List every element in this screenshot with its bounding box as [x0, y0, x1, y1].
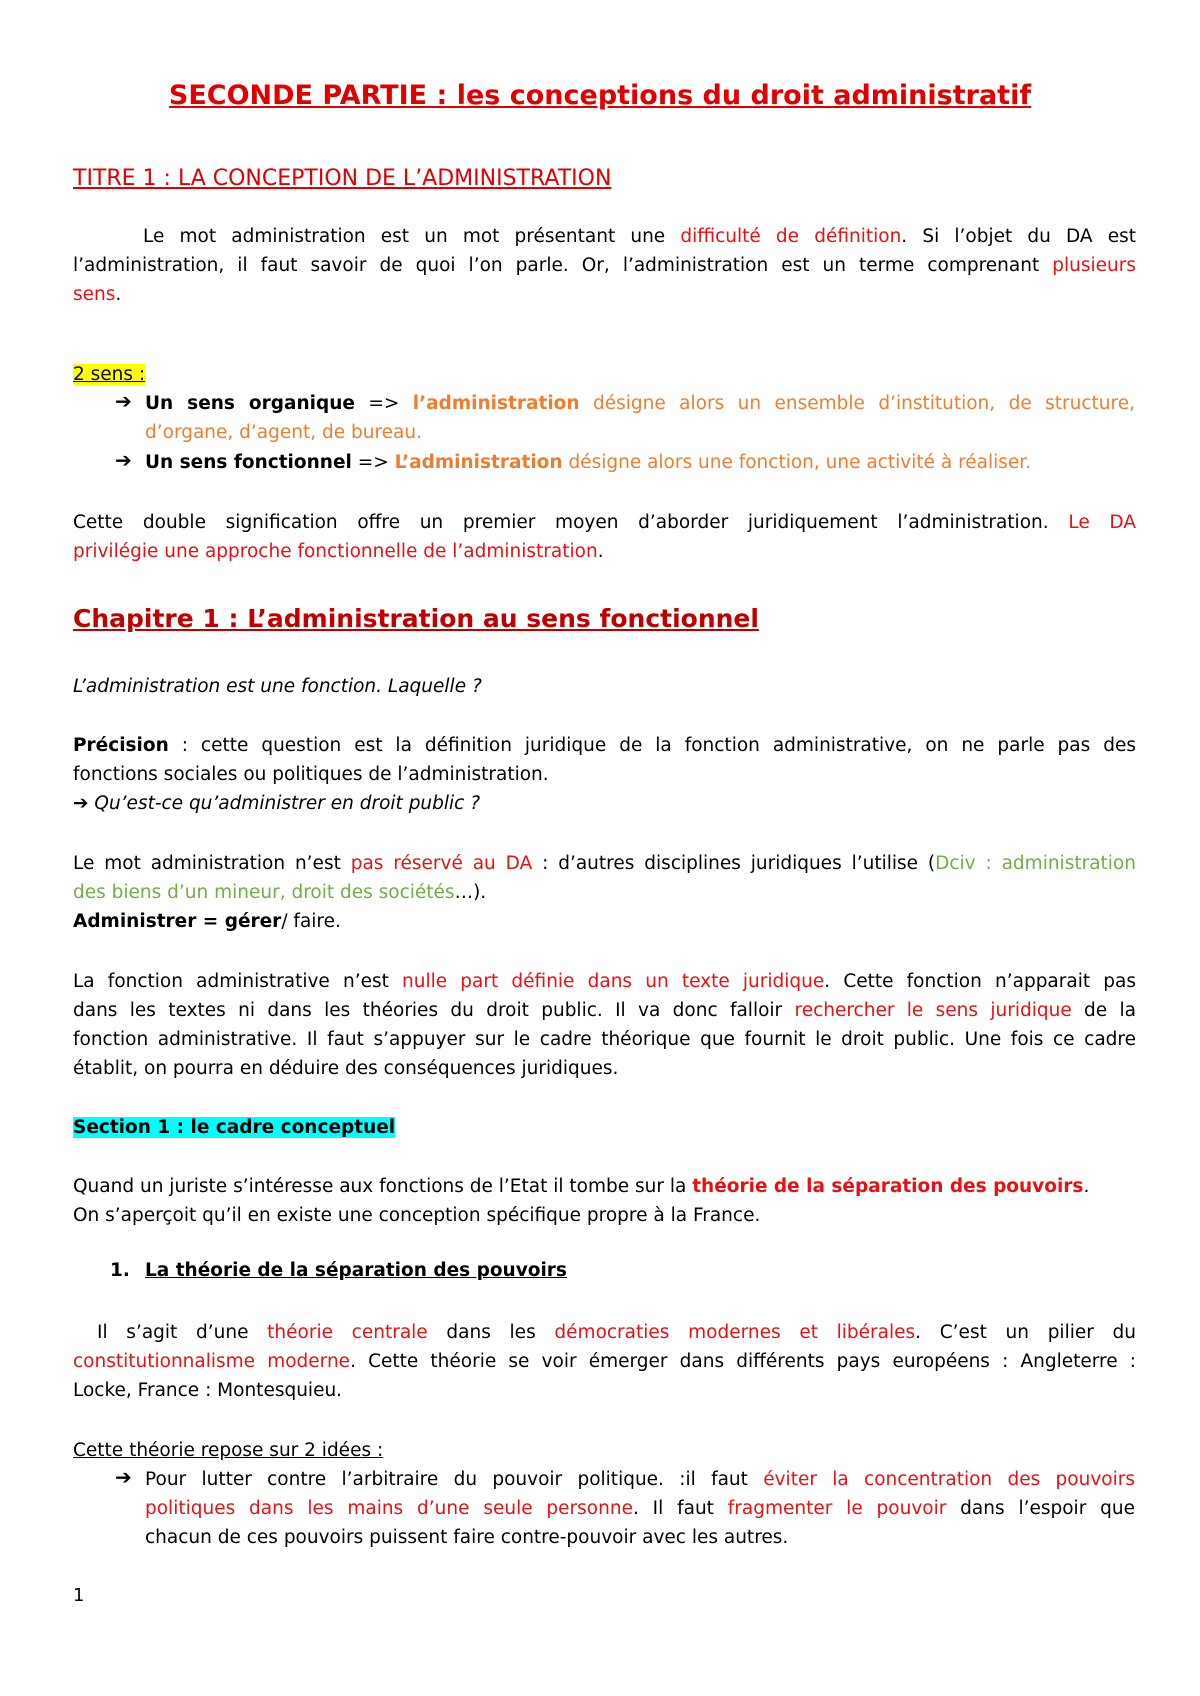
- subheading: La théorie de la séparation des pouvoirs: [145, 1260, 567, 1281]
- document-title: SECONDE PARTIE : les conceptions du droit administratif: [168, 80, 1032, 111]
- precision-paragraph: Précision : cette question est la définition juridique de la fonction administrative, on ne parle pas des fonctions sociales ou politiques de l’administration. ➔ Qu’est-ce qu’administrer en droit public ?: [73, 735, 1136, 814]
- intro-paragraph: Le mot administration est un mot présentant une difficulté de définition. Si l’objet du DA est l’administration, il faut savoir de quoi l’on parle. Or, l’administration est un terme comprenant plusieurs sens.: [73, 226, 1136, 305]
- titre-heading: TITRE 1 : LA CONCEPTION DE L’ADMINISTRATION: [73, 166, 612, 191]
- double-paragraph: Cette double signification offre un premier moyen d’aborder juridiquement l’administration. Le DA privilégie une approche fonctionnelle de l’administration.: [73, 512, 1136, 562]
- sens-label: 2 sens :: [73, 364, 146, 385]
- arrow-icon: ➔: [73, 793, 95, 814]
- heading-number: 1.: [110, 1260, 130, 1281]
- arrow-bullet-icon: ➔: [115, 448, 132, 472]
- chapter-heading: Chapitre 1 : L’administration au sens fonctionnel: [73, 604, 759, 633]
- idees-label: Cette théorie repose sur 2 idées :: [73, 1440, 384, 1461]
- page-number: 1: [73, 1585, 85, 1606]
- highlight-text: sens: [73, 284, 116, 305]
- bullet-fonctionnel: Un sens fonctionnel => L’administration désigne alors une fonction, une activité à réaliser.: [145, 452, 1032, 473]
- mot-paragraph: Le mot administration n’est pas réservé au DA : d’autres disciplines juridiques l’utilise (Dciv : administration des biens d’un mineur, droit des sociétés…). Administrer = gérer/ faire.: [73, 853, 1136, 932]
- bullet-idee1: Pour lutter contre l’arbitraire du pouvoir politique. :il faut éviter la concentration des pouvoirs politiques dans les mains d’une seule personne. Il faut fragmenter le pouvoir dans l’espoir que chacun de ces pouvoirs puissent faire contre-pouvoir avec les autres.: [145, 1469, 1135, 1548]
- agit-paragraph: Il s’agit d’une théorie centrale dans les démocraties modernes et libérales. C’est un pilier du constitutionnalisme moderne. Cette théorie se voir émerger dans différents pays européens : Angleterre : Locke, France : Montesquieu.: [73, 1322, 1137, 1401]
- bullet-organique: Un sens organique => l’administration désigne alors un ensemble d’institution, de structure, d’organe, d’agent, de bureau.: [145, 393, 1135, 443]
- fonction-paragraph: La fonction administrative n’est nulle part définie dans un texte juridique. Cette fonction n’apparait pas dans les textes ni dans les théories du droit public. Il va donc falloir rechercher le sens juridique de la fonction administrative. Il faut s’appuyer sur le cadre théorique que fournit le droit public. Une fois ce cadre établit, on pourra en déduire des conséquences juridiques.: [73, 971, 1136, 1079]
- section-heading: Section 1 : le cadre conceptuel: [73, 1117, 396, 1138]
- arrow-bullet-icon: ➔: [115, 389, 132, 413]
- highlight-text: plusieurs: [1052, 255, 1136, 276]
- arrow-bullet-icon: ➔: [115, 1465, 132, 1489]
- highlight-text: difficulté de définition: [680, 226, 902, 247]
- question-line: L’administration est une fonction. Laquelle ?: [73, 676, 482, 697]
- juriste-paragraph: Quand un juriste s’intéresse aux fonctions de l’Etat il tombe sur la théorie de la séparation des pouvoirs. On s’aperçoit qu’il en existe une conception spécifique propre à la France.: [73, 1176, 1090, 1226]
